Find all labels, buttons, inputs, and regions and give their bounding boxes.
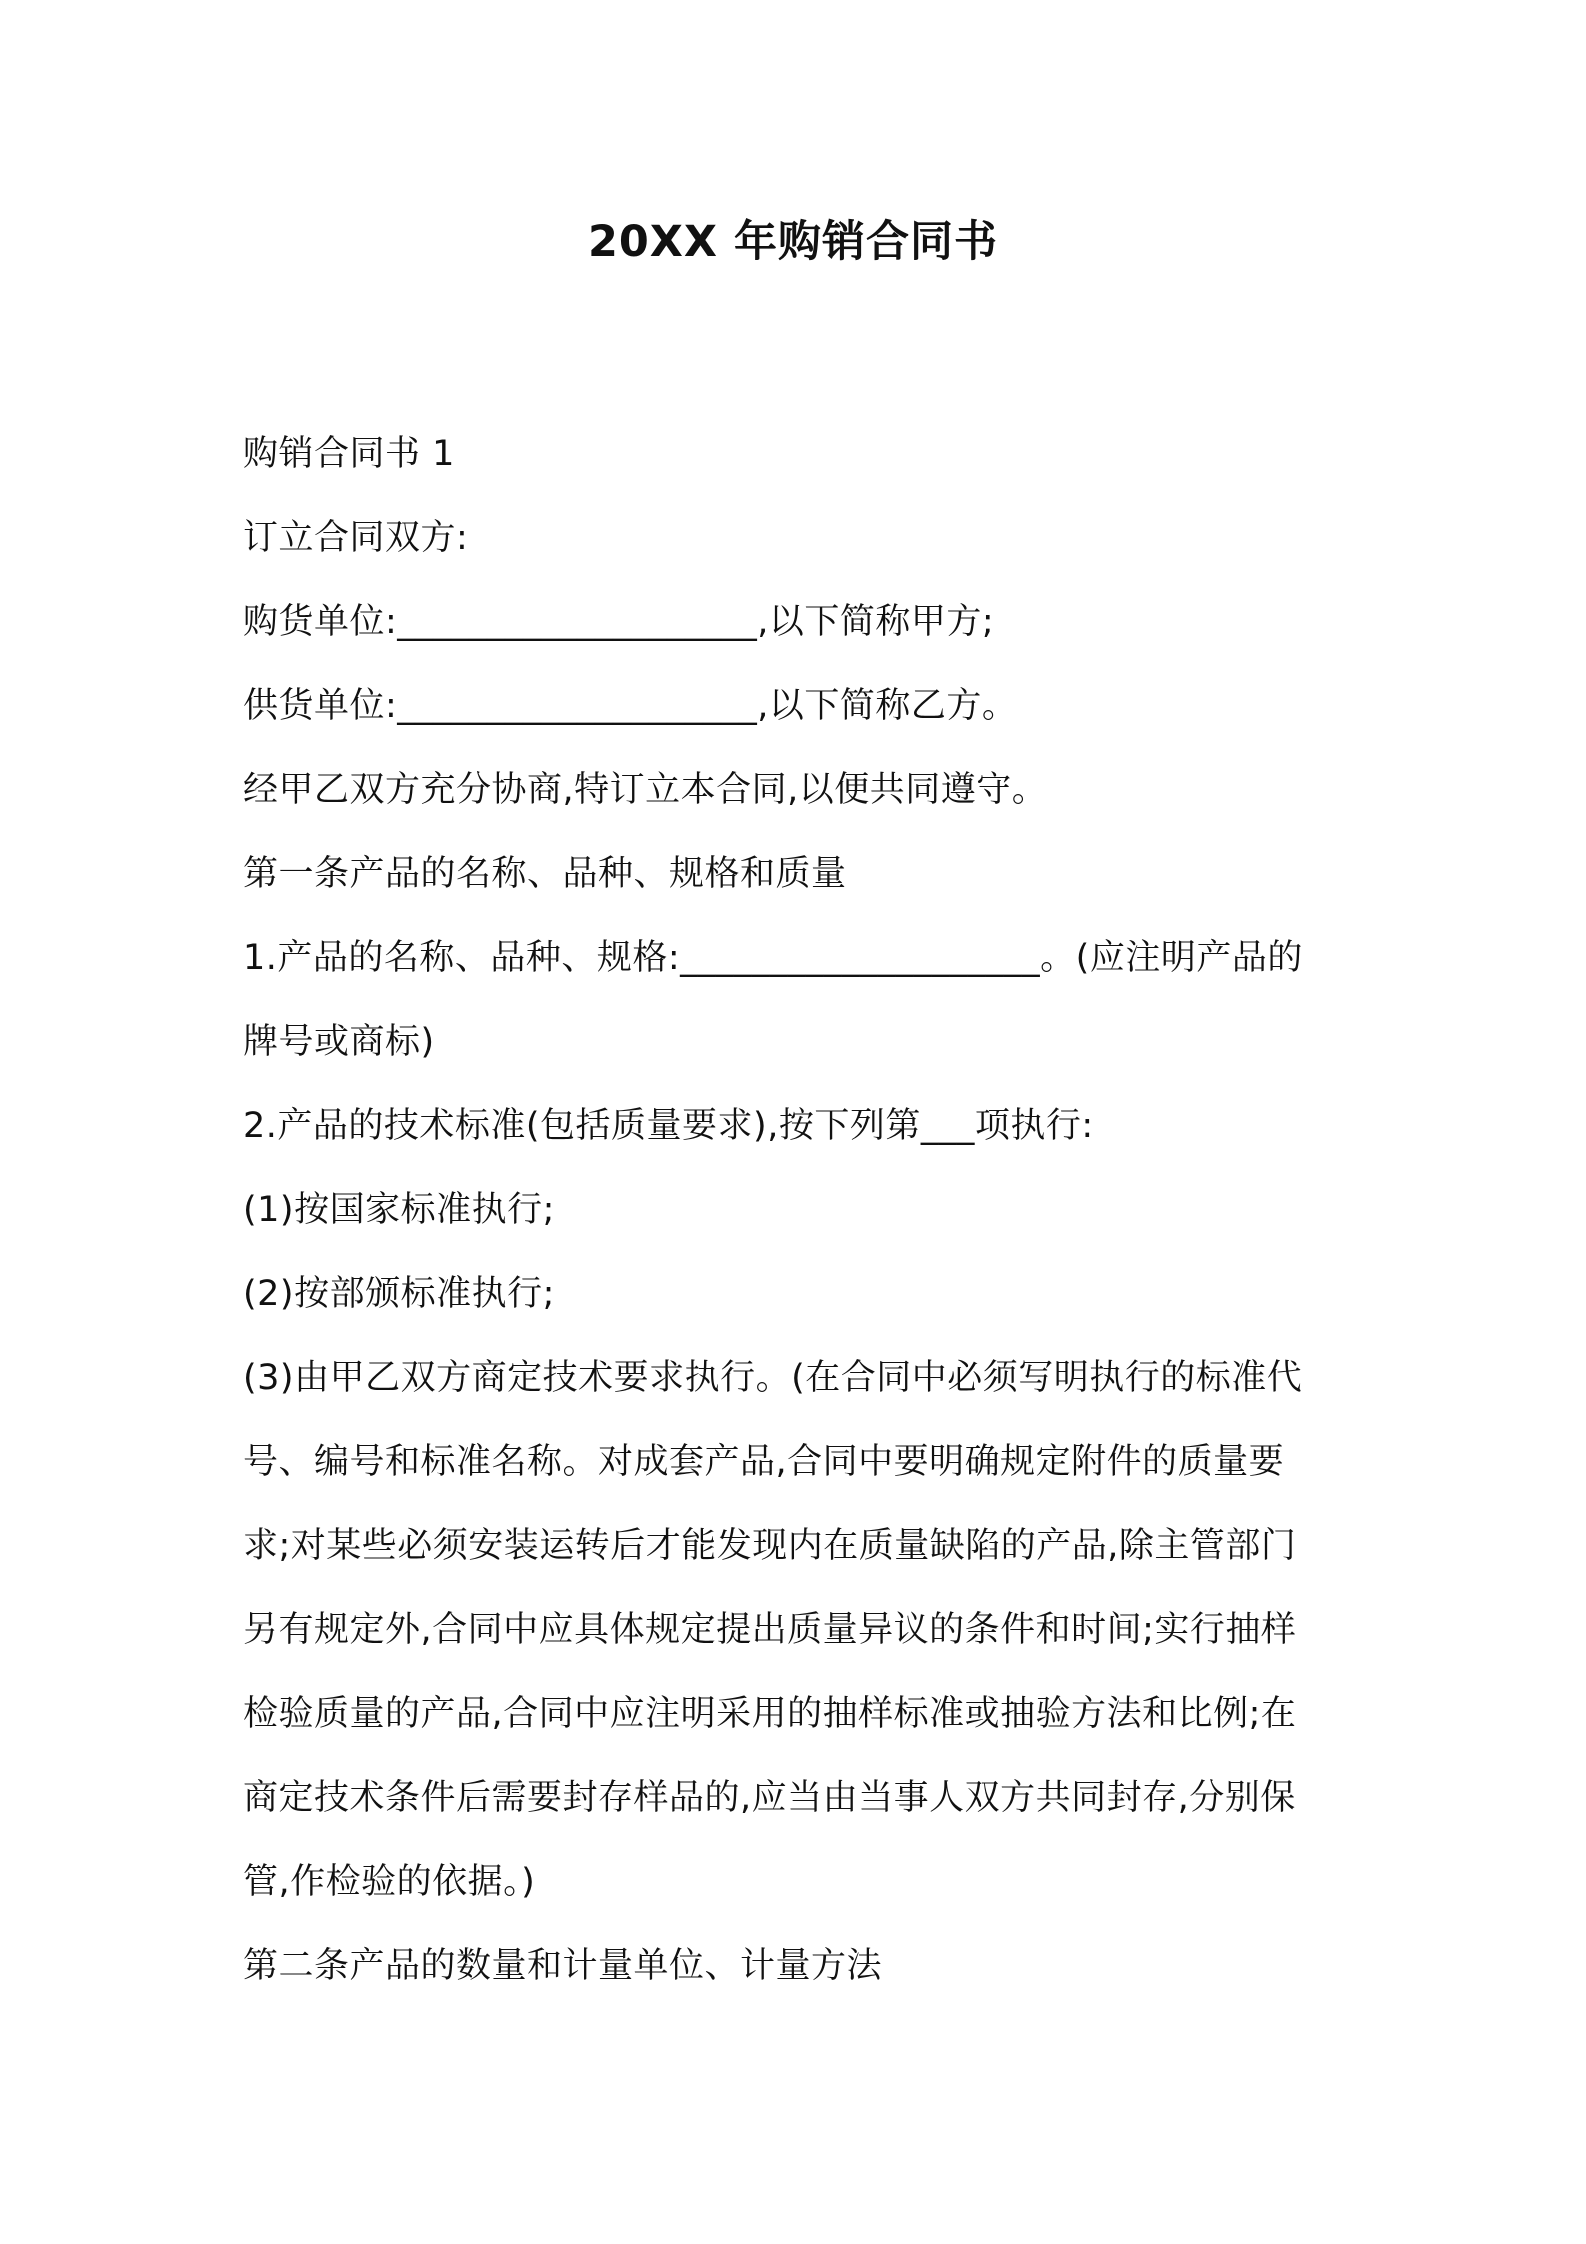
article-heading: 第一条产品的名称、品种、规格和质量 bbox=[243, 854, 847, 894]
paragraph-line: 经甲乙双方充分协商,特订立本合同,以便共同遵守。 bbox=[243, 770, 1048, 810]
buyer-line: 购货单位:____________________,以下简称甲方; bbox=[243, 602, 995, 642]
paragraph-line: 牌号或商标) bbox=[243, 1022, 435, 1062]
paragraph-line: 1.产品的名称、品种、规格:____________________。(应注明产品的 bbox=[243, 938, 1303, 978]
list-item: (2)按部颁标准执行; bbox=[243, 1274, 555, 1314]
paragraph-line: 检验质量的产品,合同中应注明采用的抽样标准或抽验方法和比例;在 bbox=[243, 1694, 1297, 1734]
paragraph-line: 订立合同双方: bbox=[243, 518, 469, 558]
document-body bbox=[243, 412, 1353, 2008]
paragraph-line: 号、编号和标准名称。对成套产品,合同中要明确规定附件的质量要 bbox=[243, 1442, 1285, 1482]
paragraph-line: 商定技术条件后需要封存样品的,应当由当事人双方共同封存,分别保 bbox=[243, 1778, 1296, 1818]
paragraph-line: 另有规定外,合同中应具体规定提出质量异议的条件和时间;实行抽样 bbox=[243, 1610, 1297, 1650]
paragraph-line: 求;对某些必须安装运转后才能发现内在质量缺陷的产品,除主管部门 bbox=[243, 1526, 1297, 1566]
list-item: (1)按国家标准执行; bbox=[243, 1190, 555, 1230]
list-item: (3)由甲乙双方商定技术要求执行。(在合同中必须写明执行的标准代 bbox=[243, 1358, 1303, 1398]
paragraph-line: 2.产品的技术标准(包括质量要求),按下列第___项执行: bbox=[243, 1106, 1094, 1146]
section-heading: 购销合同书 1 bbox=[243, 434, 455, 474]
paragraph-line: 管,作检验的依据。) bbox=[243, 1862, 536, 1902]
document-title: 20XX 年购销合同书 bbox=[587, 217, 999, 267]
article-heading: 第二条产品的数量和计量单位、计量方法 bbox=[243, 1946, 883, 1986]
supplier-line: 供货单位:____________________,以下简称乙方。 bbox=[243, 686, 1018, 726]
